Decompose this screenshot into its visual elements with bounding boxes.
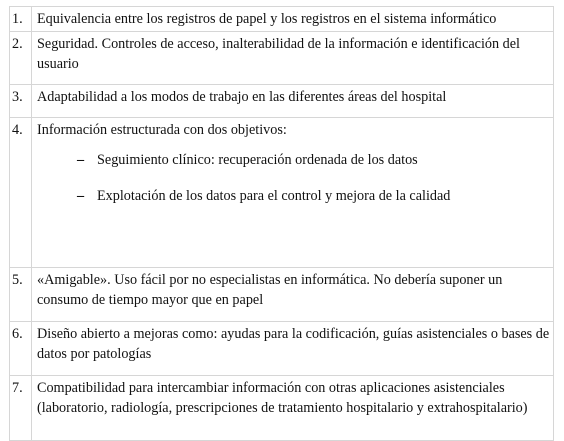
table-row <box>10 268 554 322</box>
table-row <box>10 322 554 376</box>
item-text-line: consumo de tiempo mayor que en papel <box>37 292 264 308</box>
item-text: Compatibilidad para intercambiar información con otras aplicaciones asistenciales (laboratorio, radiología, prescripciones de tratamiento hospitalario y extrahospitalario) <box>32 376 554 441</box>
item-number: 2. <box>10 32 32 85</box>
sub-list <box>37 150 551 206</box>
item-text: Información estructurada con dos objetivos: <box>37 122 287 138</box>
table-row <box>10 85 554 118</box>
table-row <box>10 7 554 32</box>
item-text: Adaptabilidad a los modos de trabajo en las diferentes áreas del hospital <box>32 85 554 118</box>
item-cell <box>32 118 554 268</box>
table-row <box>10 118 554 268</box>
item-number: 4. <box>10 118 32 268</box>
sub-item-text: Explotación de los datos para el control y mejora de la calidad <box>97 188 451 204</box>
item-number: 5. <box>10 268 32 322</box>
item-number: 6. <box>10 322 32 376</box>
list-item <box>77 150 551 170</box>
item-number: 1. <box>10 7 32 32</box>
item-text: Equivalencia entre los registros de papel y los registros en el sistema informático <box>32 7 554 32</box>
list-item <box>77 186 551 206</box>
requirements-table <box>9 6 554 441</box>
item-cell <box>32 268 554 322</box>
sub-item-text: Seguimiento clínico: recuperación ordenada de los datos <box>97 152 418 168</box>
dash-bullet-icon: – <box>77 152 85 168</box>
item-text: Diseño abierto a mejoras como: ayudas para la codificación, guías asistenciales o bases de datos por patologías <box>32 322 554 376</box>
item-text-line: «Amigable». Uso fácil por no especialistas en informática. No debería suponer un <box>37 272 503 288</box>
dash-bullet-icon: – <box>77 188 85 204</box>
item-number: 7. <box>10 376 32 441</box>
item-number: 3. <box>10 85 32 118</box>
table-row <box>10 32 554 85</box>
item-text: Seguridad. Controles de acceso, inalterabilidad de la información e identificación del usuario <box>32 32 554 85</box>
table-row <box>10 376 554 441</box>
